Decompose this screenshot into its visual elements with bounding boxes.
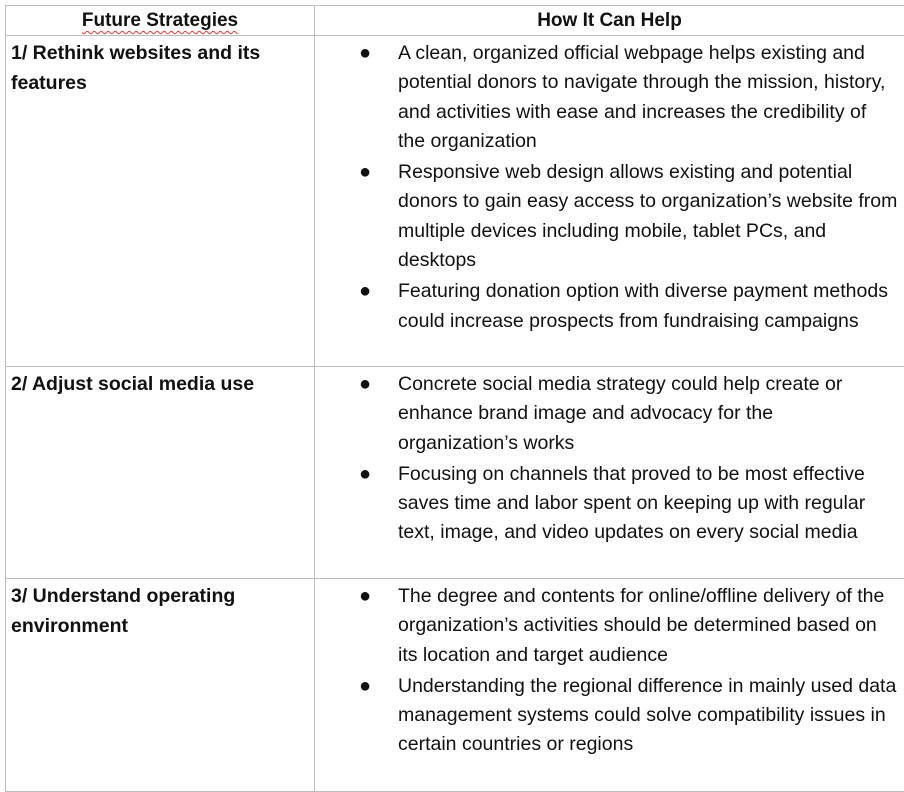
- bullet-text: Concrete social media strategy could help create or enhance brand image and advocacy for the organization’s works: [398, 373, 842, 454]
- list-item: [315, 582, 898, 670]
- strategy-cell: 3/ Understand operating environment: [6, 579, 315, 792]
- list-item: [315, 460, 898, 548]
- strategy-cell: 1/ Rethink websites and its features: [6, 36, 315, 367]
- list-item: [315, 158, 898, 275]
- list-item: [315, 277, 898, 336]
- bullet-text: Featuring donation option with diverse payment methods could increase prospects from fundraising campaigns: [398, 280, 888, 331]
- header-row: [6, 6, 904, 36]
- bullet-icon: ●: [359, 39, 371, 68]
- bullet-text: Responsive web design allows existing and potential donors to gain easy access to organization’s website from multiple devices including mobile, tablet PCs, and desktops: [398, 161, 897, 271]
- bullet-icon: ●: [359, 158, 371, 187]
- bullet-text: The degree and contents for online/offline delivery of the organization’s activities should be determined based on its location and target audience: [398, 585, 884, 666]
- bullet-list: [315, 582, 898, 760]
- bullet-list: [315, 370, 898, 548]
- bullet-list: [315, 39, 898, 336]
- help-cell: [315, 579, 904, 792]
- bullet-icon: ●: [359, 672, 371, 701]
- bullet-text: A clean, organized official webpage helps existing and potential donors to navigate through the mission, history, and activities with ease and increases the credibility of the organization: [398, 42, 885, 152]
- bullet-icon: ●: [359, 370, 371, 399]
- header-future-strategies: [6, 6, 315, 36]
- list-item: [315, 672, 898, 760]
- list-item: [315, 39, 898, 156]
- bullet-text: Understanding the regional difference in mainly used data management systems could solve compatibility issues in certain countries or regions: [398, 675, 896, 756]
- strategies-table: [5, 5, 904, 792]
- bullet-icon: ●: [359, 277, 371, 306]
- help-cell: [315, 367, 904, 579]
- bullet-icon: ●: [359, 582, 371, 611]
- table-row: [6, 367, 904, 579]
- list-item: [315, 370, 898, 458]
- table-row: [6, 36, 904, 367]
- header-how-it-can-help: How It Can Help: [315, 6, 904, 36]
- bullet-text: Focusing on channels that proved to be most effective saves time and labor spent on keeping up with regular text, image, and video updates on every social media: [398, 463, 865, 544]
- header-future-strategies-text: Future Strategies: [82, 10, 238, 31]
- bullet-icon: ●: [359, 460, 371, 489]
- help-cell: [315, 36, 904, 367]
- table-row: [6, 579, 904, 792]
- strategy-cell: 2/ Adjust social media use: [6, 367, 315, 579]
